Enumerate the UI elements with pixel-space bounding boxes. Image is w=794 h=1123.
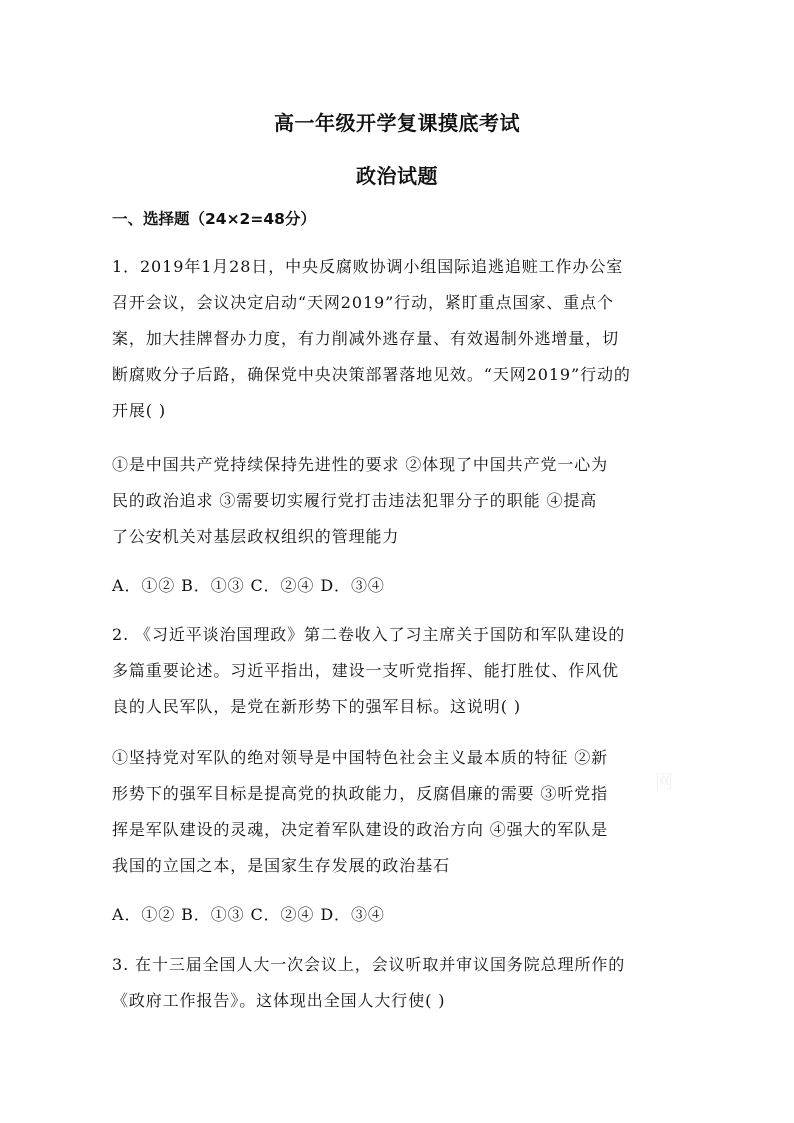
question-2-option-line: ①坚持党对军队的绝对领导是中国特色社会主义最本质的特征 ②新 (112, 748, 609, 767)
question-1-option-line: 民的政治追求 ③需要切实履行党打击违法犯罪分子的职能 ④提高 (112, 491, 598, 510)
question-1-stem-line: 断腐败分子后路，确保党中央决策部署落地见效。“天网2019”行动的 (112, 365, 631, 384)
question-1-options (112, 447, 692, 555)
question-3-stem-line: 《政府工作报告》。这体现出全国人大行使( ) (112, 991, 446, 1010)
question-2-options (112, 740, 692, 884)
question-2-option-line: 挥是军队建设的灵魂，决定着军队建设的政治方向 ④强大的军队是 (112, 820, 609, 839)
question-3-stem (112, 947, 692, 1019)
question-1-stem-line: 1．2019年1月28日，中央反腐败协调小组国际追逃追赃工作办公室 (112, 257, 624, 276)
watermark: 网 (655, 772, 673, 793)
exam-subtitle: 政治试题 (356, 164, 438, 188)
question-2-option-line: 我国的立国之本，是国家生存发展的政治基石 (112, 856, 451, 875)
question-1-answer-line: A．①② B．①③ C．②④ D．③④ (112, 576, 385, 595)
question-2-answer-line: A．①② B．①③ C．②④ D．③④ (112, 905, 385, 924)
question-1-stem (112, 249, 692, 429)
question-1-stem-line: 案，加大挂牌督办力度，有力削减外逃存量、有效遏制外逃增量，切 (112, 329, 620, 348)
question-1-stem-line: 开展( ) (112, 401, 167, 420)
question-1-option-line: 了公安机关对基层政权组织的管理能力 (112, 527, 400, 546)
question-2-answer-choices (112, 897, 692, 933)
question-1-option-line: ①是中国共产党持续保持先进性的要求 ②体现了中国共产党一心为 (112, 455, 609, 474)
question-2-stem-line: 2. 《习近平谈治国理政》第二卷收入了习主席关于国防和军队建设的 (112, 625, 626, 644)
question-2-stem-line: 良的人民军队，是党在新形势下的强军目标。这说明( ) (112, 697, 521, 716)
question-1-answer-choices (112, 568, 692, 604)
question-2-option-line: 形势下的强军目标是提高党的执政能力，反腐倡廉的需要 ③听党指 (112, 784, 609, 803)
exam-title: 高一年级开学复课摸底考试 (274, 111, 520, 135)
section-heading: 一、选择题（24×2=48分） (112, 210, 316, 228)
question-3-stem-line: 3. 在十三届全国人大一次会议上，会议听取并审议国务院总理所作的 (112, 955, 626, 974)
question-2-stem-line: 多篇重要论述。习近平指出，建设一支听党指挥、能打胜仗、作风优 (112, 661, 620, 680)
question-2-stem (112, 617, 692, 725)
question-1-stem-line: 召开会议，会议决定启动“天网2019”行动，紧盯重点国家、重点个 (112, 293, 614, 312)
